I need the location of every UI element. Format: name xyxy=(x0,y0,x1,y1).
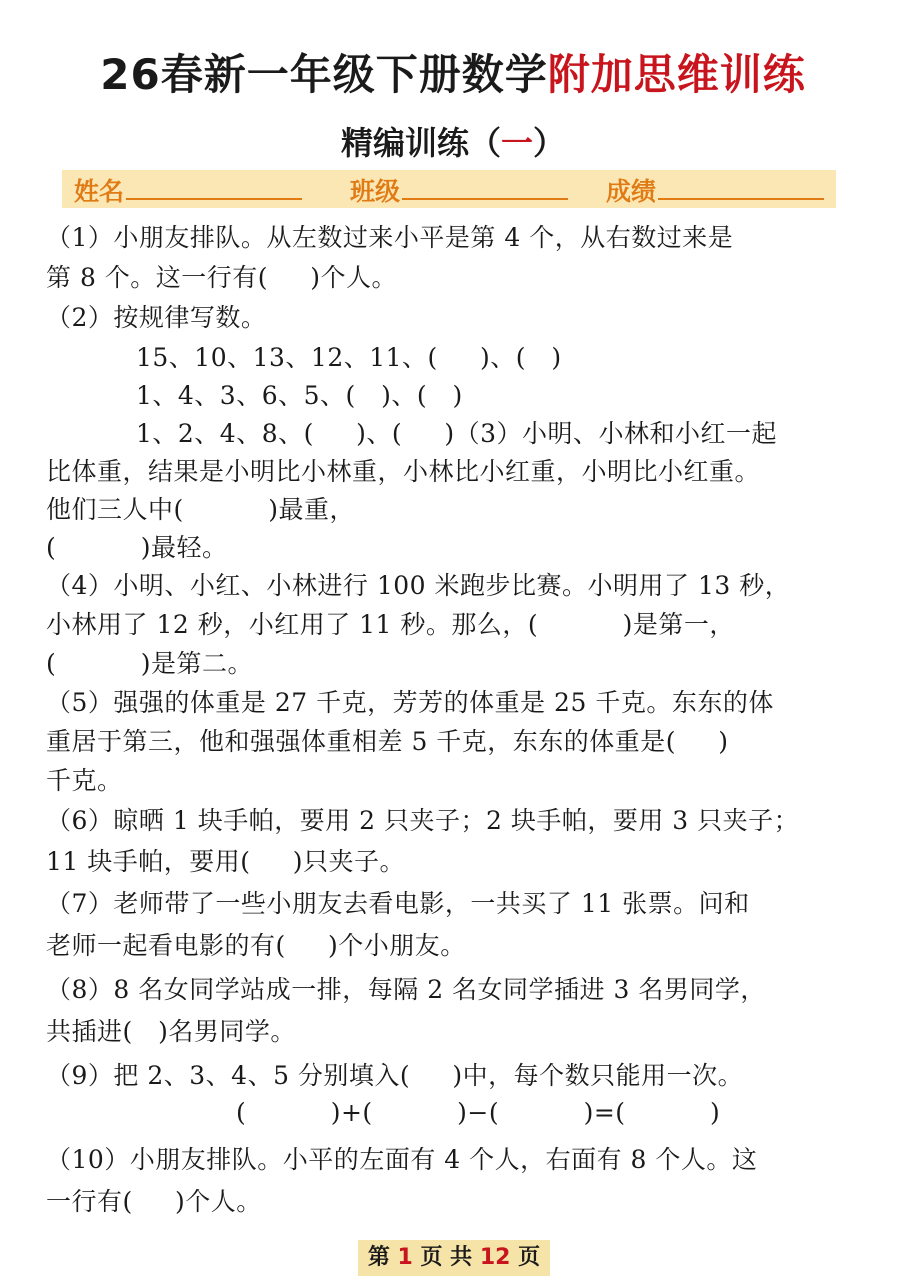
question-line: （6）晾晒 1 块手帕，要用 2 只夹子；2 块手帕，要用 3 只夹子； xyxy=(46,806,800,835)
question-line: 重居于第三，他和强强体重相差 5 千克，东东的体重是( ) xyxy=(46,727,729,756)
score-field[interactable] xyxy=(606,172,824,208)
page-footer xyxy=(358,1240,550,1276)
question-line: 第 8 个。这一行有( )个人。 xyxy=(46,263,398,292)
class-field[interactable] xyxy=(350,172,568,208)
question-line: （7）老师带了一些小朋友去看电影，一共买了 11 张票。问和 xyxy=(46,889,750,918)
footer-page-number: 1 xyxy=(397,1245,413,1270)
question-line: （8）8 名女同学站成一排，每隔 2 名女同学插进 3 名男同学， xyxy=(46,975,766,1004)
question-line: 小林用了 12 秒，小红用了 11 秒。那么，( )是第一， xyxy=(46,610,735,639)
equation-line: ( )+( )−( )=( ) xyxy=(236,1098,721,1127)
question-line: （1）小朋友排队。从左数过来小平是第 4 个，从右数过来是 xyxy=(46,223,734,252)
footer-total-pages: 12 xyxy=(479,1245,511,1270)
question-line: 老师一起看电影的有( )个小朋友。 xyxy=(46,931,466,960)
question-line: （10）小朋友排队。小平的左面有 4 个人，右面有 8 个人。这 xyxy=(46,1145,758,1174)
student-info-bar xyxy=(62,170,836,208)
name-blank[interactable] xyxy=(126,172,302,200)
footer-mid: 页 共 xyxy=(420,1245,473,1270)
score-label: 成绩 xyxy=(606,177,657,206)
name-field[interactable] xyxy=(74,172,302,208)
question-line: 比体重，结果是小明比小林重，小林比小红重，小明比小红重。 xyxy=(46,457,761,486)
score-blank[interactable] xyxy=(658,172,824,200)
sequence-line: 15、10、13、12、11、( )、( ) xyxy=(136,343,562,372)
page-title xyxy=(0,42,906,102)
sequence-line: 1、2、4、8、( )、( )（3）小明、小林和小红一起 xyxy=(136,419,778,448)
class-label: 班级 xyxy=(350,177,401,206)
question-line: 一行有( )个人。 xyxy=(46,1187,262,1216)
footer-post: 页 xyxy=(518,1245,541,1270)
question-line: （4）小明、小红、小林进行 100 米跑步比赛。小明用了 13 秒， xyxy=(46,571,791,600)
name-label: 姓名 xyxy=(74,177,125,206)
page-subtitle xyxy=(0,118,906,164)
question-line: 共插进( )名男同学。 xyxy=(46,1017,296,1046)
question-line: （2）按规律写数。 xyxy=(46,303,267,332)
question-line: （9）把 2、3、4、5 分别填入( )中，每个数只能用一次。 xyxy=(46,1061,744,1090)
footer-pre: 第 xyxy=(367,1245,390,1270)
question-line: 11 块手帕，要用( )只夹子。 xyxy=(46,847,405,876)
title-red: 附加思维训练 xyxy=(547,50,806,99)
subtitle-prefix: 精编训练（ xyxy=(340,124,501,162)
title-black: 26春新一年级下册数学 xyxy=(100,50,548,99)
class-blank[interactable] xyxy=(402,172,568,200)
subtitle-suffix: ） xyxy=(533,124,566,162)
subtitle-number: 一 xyxy=(500,124,533,162)
question-line: （5）强强的体重是 27 千克，芳芳的体重是 25 千克。东东的体 xyxy=(46,688,774,717)
question-line: ( )最轻。 xyxy=(46,533,228,562)
question-line: 千克。 xyxy=(46,766,123,795)
question-line: 他们三人中( )最重， xyxy=(46,495,355,524)
question-line: ( )是第二。 xyxy=(46,649,253,678)
sequence-line: 1、4、3、6、5、( )、( ) xyxy=(136,381,463,410)
